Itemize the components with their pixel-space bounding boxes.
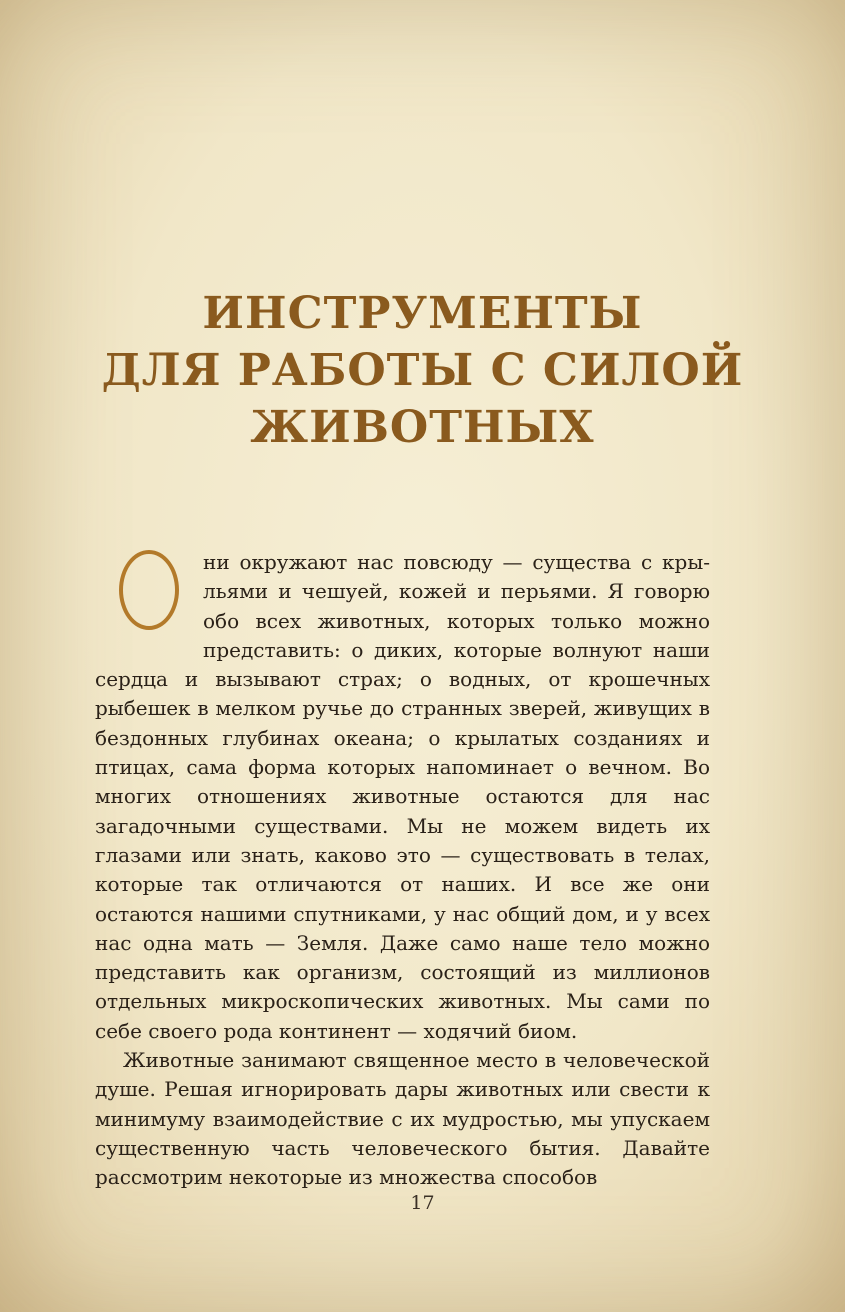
paragraph-1-text: ни окружают нас повсюду — существа с крыльями и чешуей, кожей и перьями. Я говорю обо всех животных, которых только можно представить: о диких, которые волнуют наши сердца и вызывают страх; о водных, от крошечных рыбешек в мелком ручье до странных зверей, живущих в бездонных глубинах океана; о крылатых созданиях и птицах, сама форма которых напоминает о вечном. Во многих отношениях животные остаются для нас загадочными существами. Мы не можем видеть их глазами или знать, каково это — существовать в телах, которые так отличаются от наших. И все же они остаются нашими спутниками, у нас общий дом, и у всех нас одна мать — Земля. Даже само наше тело можно представить как организм, состоящий из миллионов отдельных микроскопических животных. Мы сами по себе своего рода континент — ходячий биом. [95,550,710,1043]
chapter-title-line-1: ИНСТРУМЕНТЫ [202,288,643,340]
chapter-title-line-2: ДЛЯ РАБОТЫ С СИЛОЙ [101,345,744,397]
chapter-title [60,285,785,456]
paragraph-1 [95,548,710,1046]
body-text [95,548,710,1193]
page-number: 17 [410,1192,435,1214]
paragraph-2: Животные занимают священное место в человеческой душе. Решая игнорировать дары животных или свести к минимуму взаимодействие с их мудростью, мы упускаем существенную часть человеческого бытия. Давайте рассмотрим некоторые из множества способов [95,1048,710,1190]
drop-cap-ornament [119,550,179,630]
drop-cap [93,550,193,638]
drop-cap-letter [93,550,94,551]
chapter-title-line-3: ЖИВОТНЫХ [250,402,595,454]
